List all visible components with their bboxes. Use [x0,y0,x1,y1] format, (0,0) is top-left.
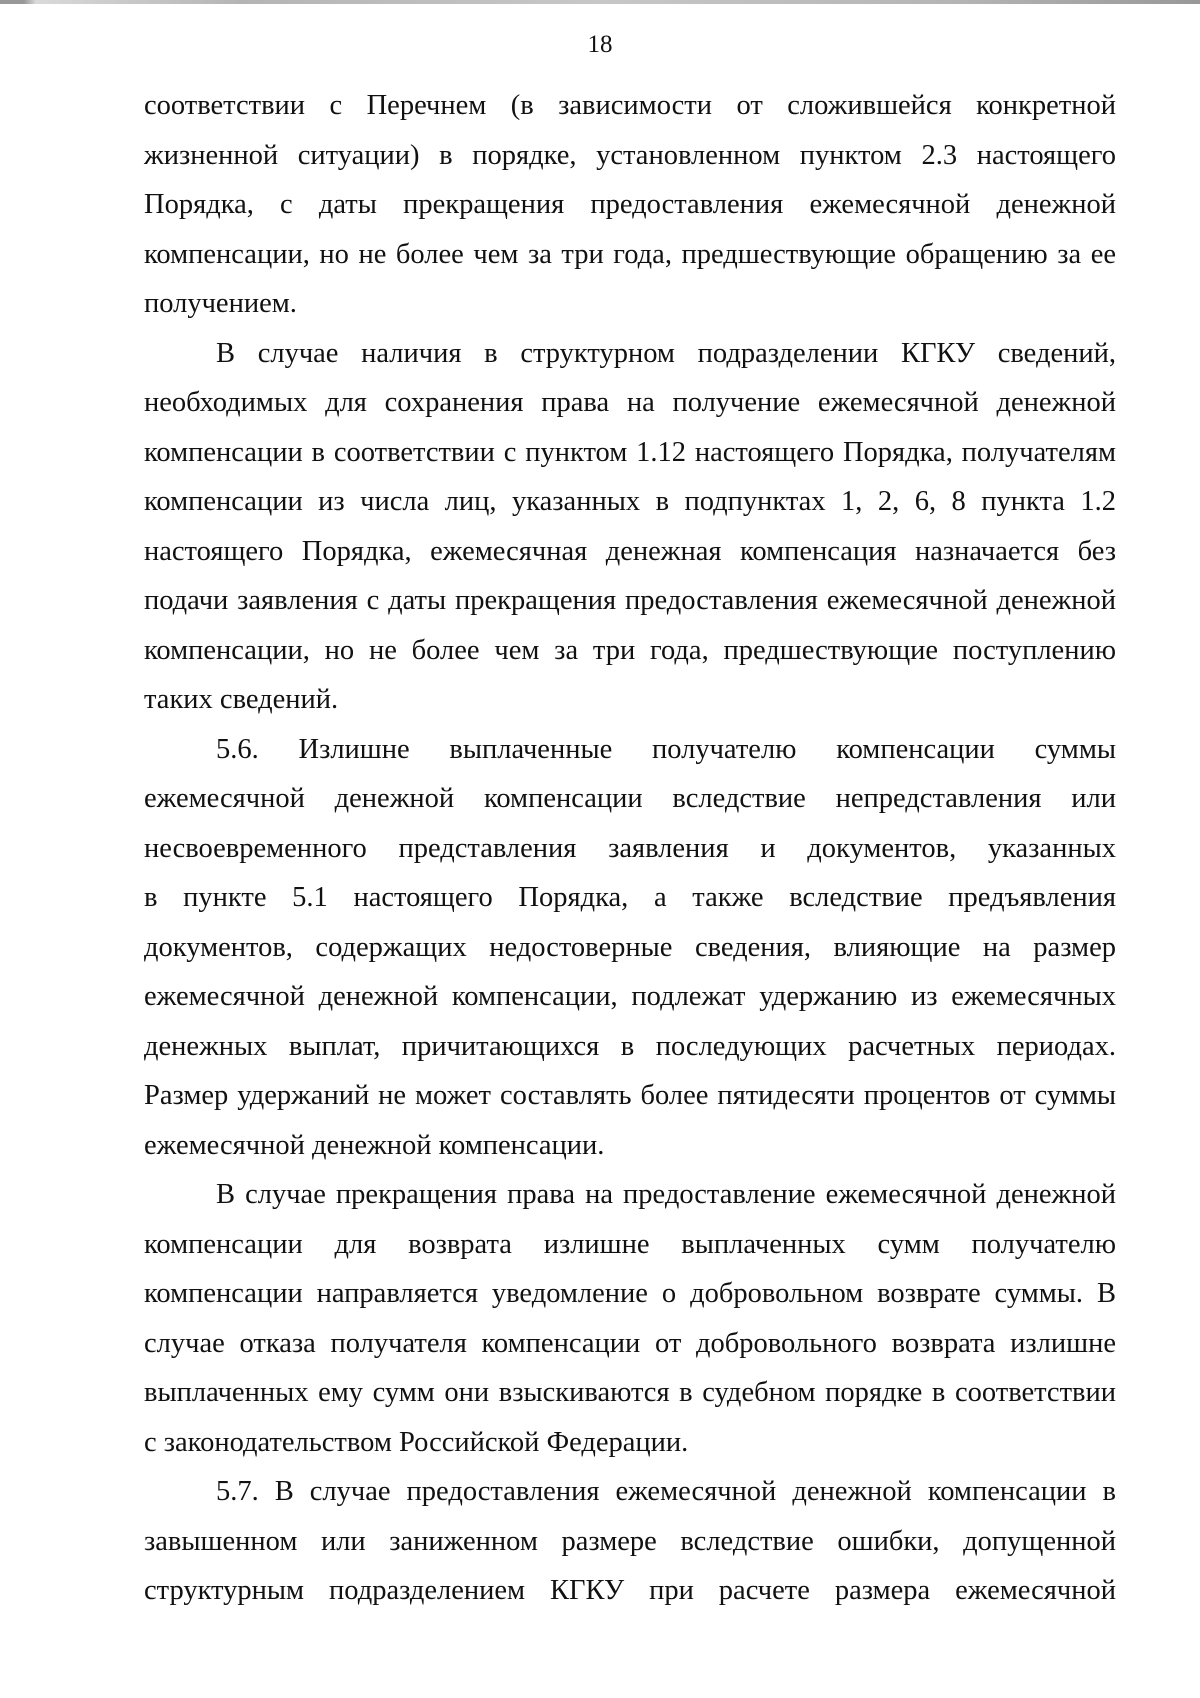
text-line: Порядка, с даты прекращения предоставления ежемесячной денежной [144,189,1116,220]
text-line: подачи заявления с даты прекращения предоставления ежемесячной денежной [144,585,1116,616]
text-line: компенсации для возврата излишне выплаченных сумм получателю [144,1228,1116,1260]
text-line: компенсации, но не более чем за три года, предшествующие обращению за ее [144,238,1116,270]
text-line: соответствии с Перечнем (в зависимости от сложившейся конкретной [144,90,1116,121]
text-line: несвоевременного представления заявления и документов, указанных [144,832,1116,864]
text-line: В случае прекращения права на предоставление ежемесячной денежной [216,1179,1116,1210]
text-line: компенсации направляется уведомление о добровольном возврате суммы. В [144,1278,1116,1309]
scan-top-edge [0,0,1200,4]
text-line: таких сведений. [144,684,339,715]
text-line: 5.7. В случае предоставления ежемесячной денежной компенсации в [216,1476,1116,1507]
text-line: с законодательством Российской Федерации. [144,1426,689,1458]
paragraph [144,1170,1116,1467]
text-line: завышенном или заниженном размере вследствие ошибки, допущенной [144,1525,1116,1557]
paragraph [144,1467,1116,1616]
text-line: получением. [144,288,297,319]
paragraph [144,329,1116,725]
text-line: ежемесячной денежной компенсации вследствие непредставления или [144,783,1116,814]
text-line: компенсации, но не более чем за три года, предшествующие поступлению [144,634,1116,666]
text-line: 5.6. Излишне выплаченные получателю компенсации суммы [216,733,1116,765]
text-line: ежемесячной денежной компенсации, подлежат удержанию из ежемесячных [144,981,1116,1012]
text-line: денежных выплат, причитающихся в последующих расчетных периодах. [144,1030,1116,1062]
text-line: в пункте 5.1 настоящего Порядка, а также вследствие предъявления [144,882,1116,913]
page-number: 18 [587,31,613,58]
document-body [144,81,1116,1616]
text-line: компенсации из числа лиц, указанных в подпунктах 1, 2, 6, 8 пункта 1.2 [144,486,1116,517]
text-line: необходимых для сохранения права на получение ежемесячной денежной [144,387,1116,418]
text-line: настоящего Порядка, ежемесячная денежная компенсация назначается без [144,535,1116,567]
text-line: документов, содержащих недостоверные сведения, влияющие на размер [144,931,1116,963]
paragraph [144,81,1116,329]
text-line: ежемесячной денежной компенсации. [144,1129,605,1161]
text-line: выплаченных ему сумм они взыскиваются в судебном порядке в соответствии [144,1377,1116,1408]
text-line: Размер удержаний не может составлять более пятидесяти процентов от суммы [144,1080,1116,1111]
text-line: компенсации в соответствии с пунктом 1.12 настоящего Порядка, получателям [144,436,1116,468]
paragraph [144,725,1116,1171]
text-line: структурным подразделением КГКУ при расчете размера ежемесячной [144,1575,1116,1606]
text-line: В случае наличия в структурном подразделении КГКУ сведений, [216,337,1116,369]
text-line: жизненной ситуации) в порядке, установленном пунктом 2.3 настоящего [144,139,1116,171]
text-line: случае отказа получателя компенсации от добровольного возврата излишне [144,1327,1116,1359]
